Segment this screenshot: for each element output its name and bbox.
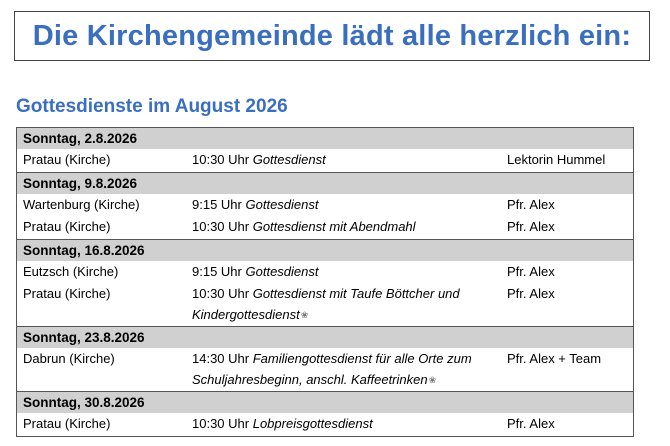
service-detail <box>186 284 501 325</box>
service-row <box>17 194 633 217</box>
service-location: Eutzsch (Kirche) <box>23 263 119 279</box>
service-location: Dabrun (Kirche) <box>23 351 115 366</box>
flower-icon: ❀ <box>428 374 437 385</box>
service-row <box>17 283 633 326</box>
day-header: Sonntag, 9.8.2026 <box>17 172 633 194</box>
service-event: Lobpreisgottesdienst <box>252 416 373 431</box>
service-row <box>17 348 633 391</box>
service-row <box>17 216 633 239</box>
service-time: 10:30 Uhr <box>192 286 250 301</box>
service-time: 10:30 Uhr <box>192 152 250 167</box>
service-event: Familiengottesdienst für alle Orte zum Schuljahresbeginn, anschl. Kaffeetrinken <box>192 351 472 387</box>
day-header: Sonntag, 23.8.2026 <box>17 326 633 348</box>
service-event: Gottesdienst <box>245 196 319 212</box>
service-row <box>17 261 633 284</box>
service-pastor: Pfr. Alex <box>507 219 555 234</box>
service-event: Gottesdienst <box>245 263 319 279</box>
schedule-table <box>16 127 634 437</box>
service-location: Pratau (Kirche) <box>23 152 111 167</box>
service-detail <box>186 349 501 390</box>
service-detail <box>186 414 501 435</box>
section-heading: Gottesdienste im August 2026 <box>16 96 288 117</box>
service-pastor: Pfr. Alex <box>507 196 555 212</box>
service-detail <box>186 195 501 216</box>
service-location: Pratau (Kirche) <box>23 416 111 431</box>
service-time: 9:15 Uhr <box>192 196 242 212</box>
banner-box <box>14 11 650 61</box>
service-time: 14:30 Uhr <box>192 351 250 366</box>
service-event: Gottesdienst mit Taufe Böttcher und Kindergottesdienst <box>192 286 460 322</box>
flower-icon: ❀ <box>300 309 309 320</box>
service-pastor: Pfr. Alex + Team <box>507 351 602 366</box>
day-header: Sonntag, 30.8.2026 <box>17 391 633 413</box>
service-location: Wartenburg (Kirche) <box>23 196 140 212</box>
service-time: 10:30 Uhr <box>192 219 250 234</box>
service-detail <box>186 262 501 283</box>
service-time: 9:15 Uhr <box>192 263 242 279</box>
service-event: Gottesdienst mit Abendmahl <box>252 219 416 234</box>
service-pastor: Pfr. Alex <box>507 416 555 431</box>
service-row <box>17 149 633 172</box>
service-detail <box>186 217 501 238</box>
banner-title: Die Kirchengemeinde lädt alle herzlich ein: <box>32 19 632 52</box>
day-header: Sonntag, 2.8.2026 <box>17 128 633 149</box>
service-location: Pratau (Kirche) <box>23 219 111 234</box>
service-pastor: Lektorin Hummel <box>507 152 606 167</box>
service-time: 10:30 Uhr <box>192 416 250 431</box>
service-event: Gottesdienst <box>252 152 326 167</box>
service-location: Pratau (Kirche) <box>23 286 111 301</box>
day-header: Sonntag, 16.8.2026 <box>17 239 633 261</box>
service-row <box>17 413 633 436</box>
service-pastor: Pfr. Alex <box>507 263 555 279</box>
service-detail <box>186 150 501 171</box>
service-pastor: Pfr. Alex <box>507 286 555 301</box>
